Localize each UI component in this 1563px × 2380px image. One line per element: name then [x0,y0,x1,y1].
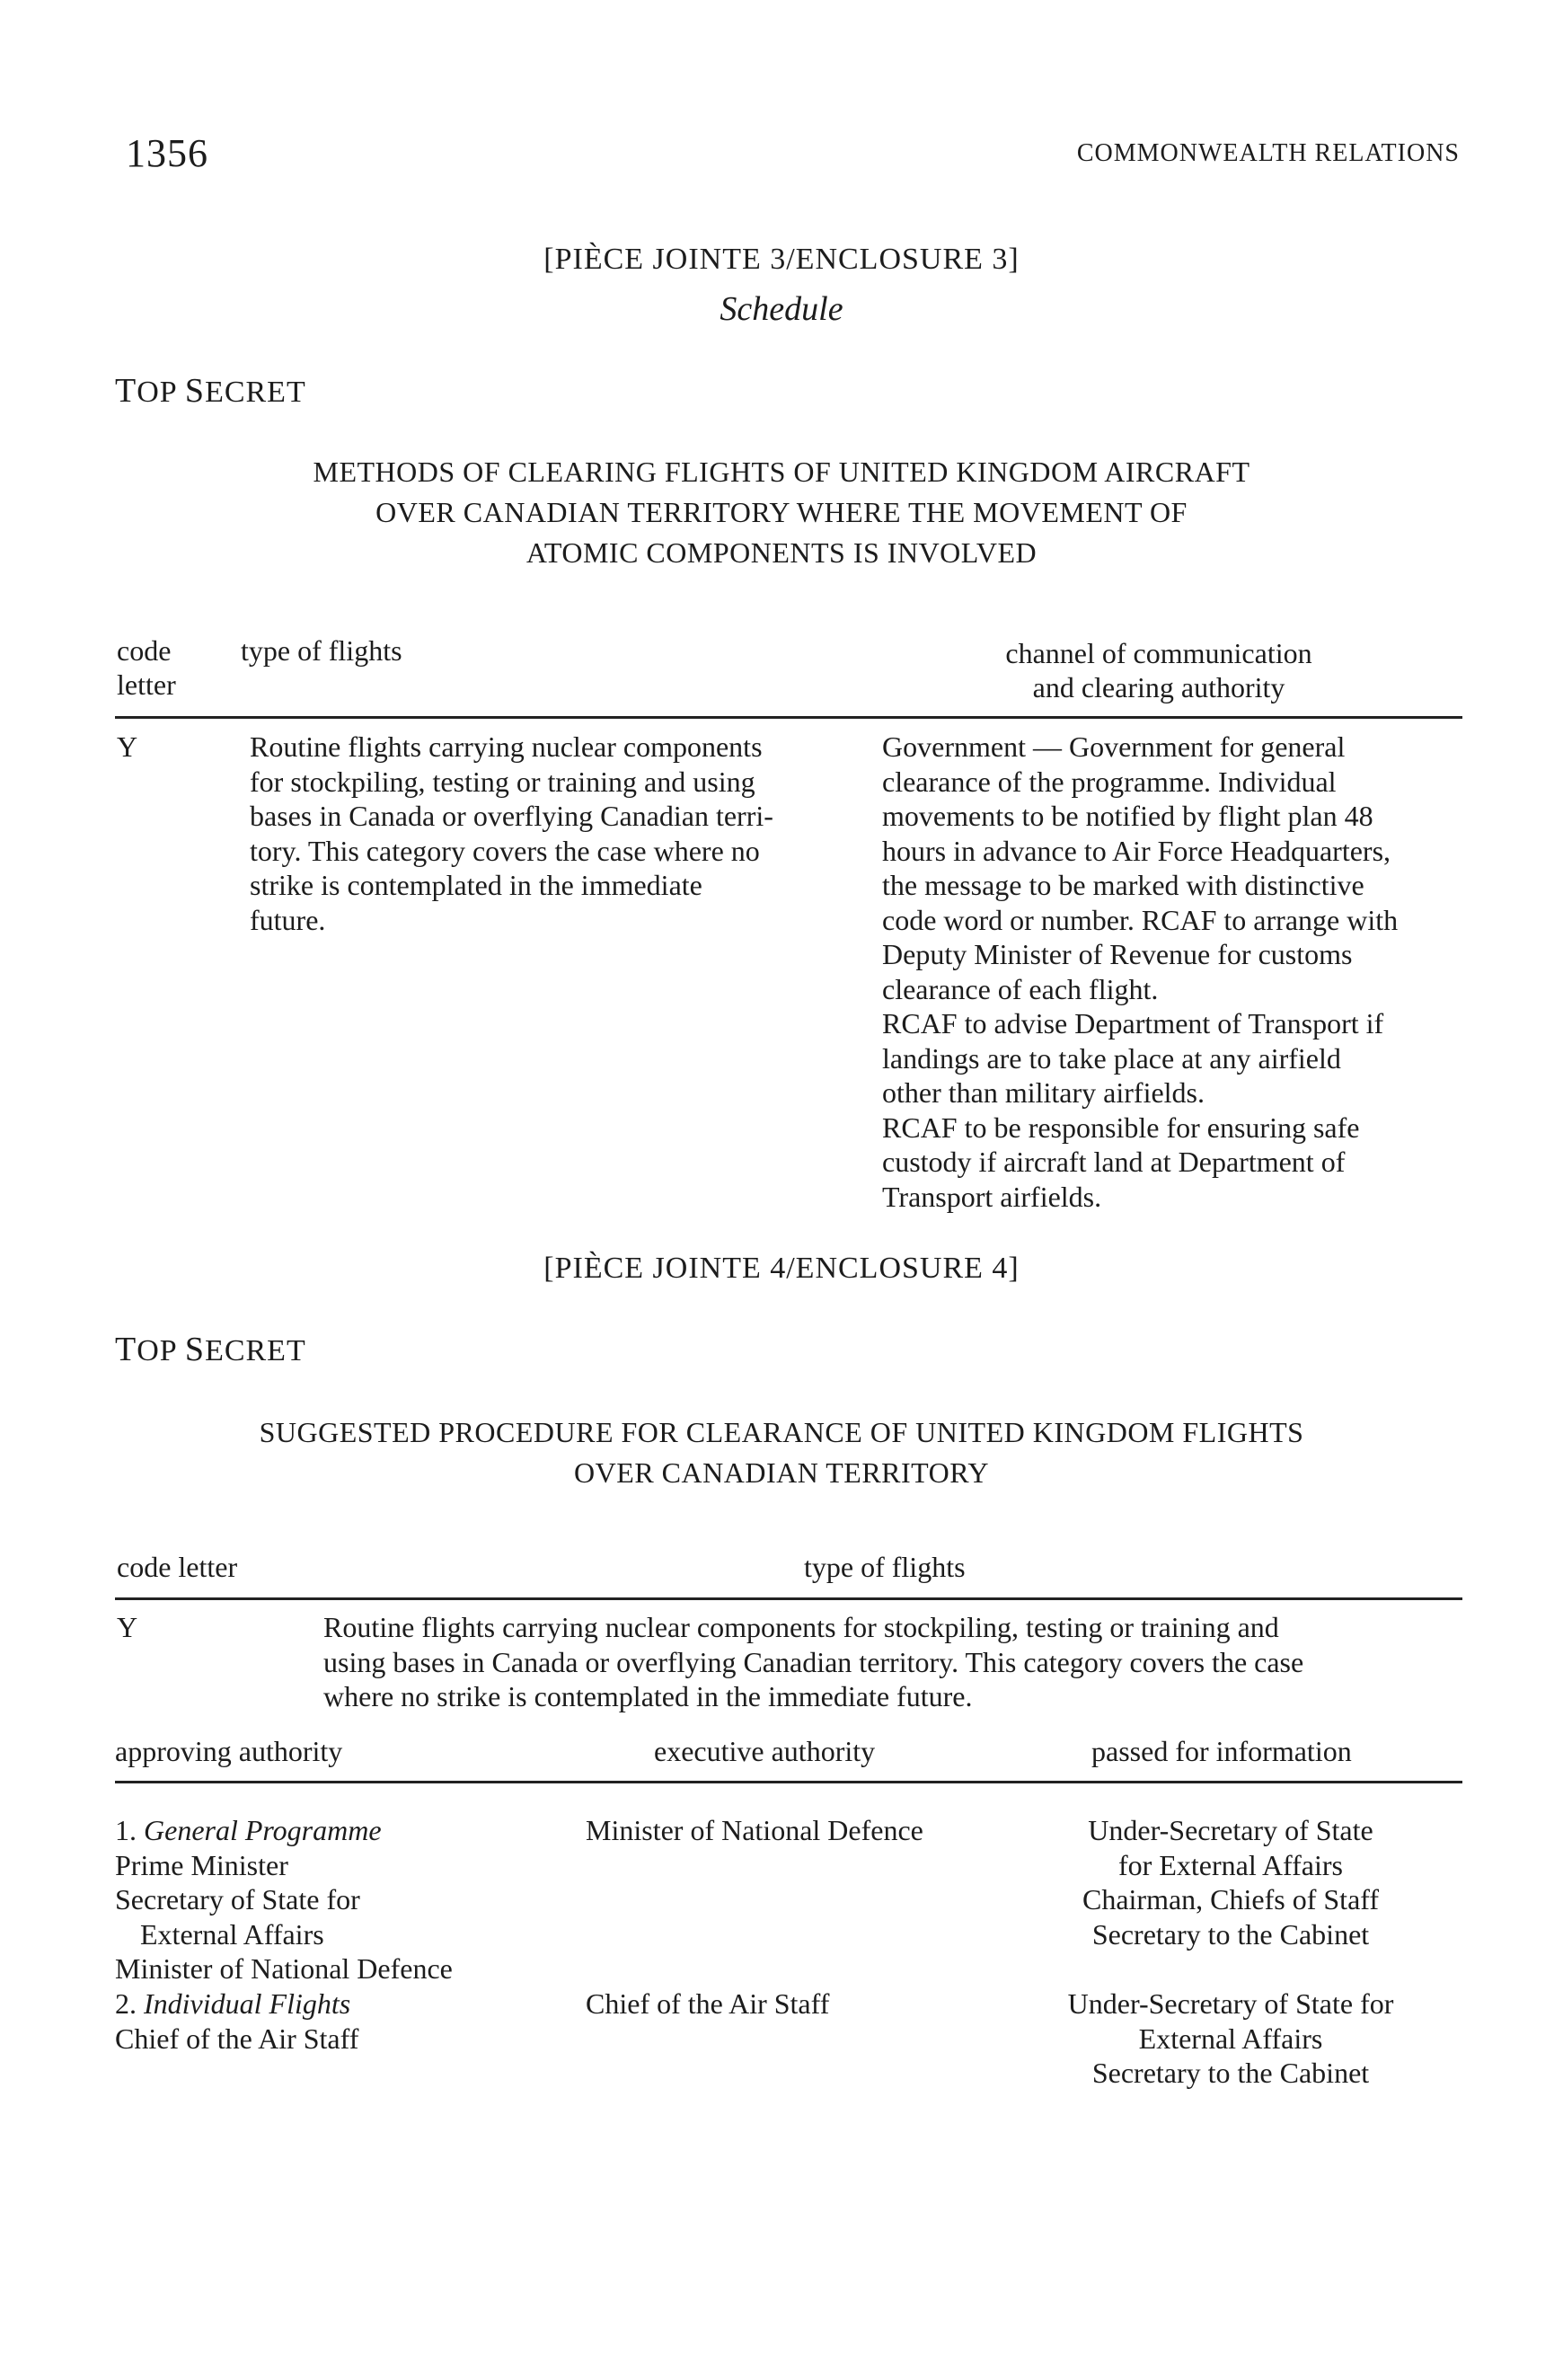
enclosure-4-label: [PIÈCE JOINTE 4/ENCLOSURE 4] [543,1252,1020,1285]
authority-rule [115,1781,1462,1783]
header-code-letter-2: code letter [117,1551,238,1583]
classification-top-secret-1: TOP SECRET [115,372,306,410]
enclosure-3-title [0,452,1563,573]
header-rule [115,716,1462,719]
header-channel-of-communication: channel of communication and clearing authority [1005,637,1312,703]
header-approving-authority: approving authority [115,1735,343,1767]
general-programme-approving: 1. General Programme Prime Minister Secretary of State for External Affairs Minister of National Defence [115,1813,618,1986]
title-line: OVER CANADIAN TERRITORY WHERE THE MOVEMENT OF [375,496,1188,528]
individual-flights-heading: 2. Individual Flights [115,1987,351,2020]
row-code-letter: Y [117,730,138,763]
title-line: METHODS OF CLEARING FLIGHTS OF UNITED KINGDOM AIRCRAFT [313,456,1250,488]
title-line: ATOMIC COMPONENTS IS INVOLVED [525,536,1038,569]
enclosure-3-label: [PIÈCE JOINTE 3/ENCLOSURE 3] [543,243,1020,276]
general-programme-executive: Minister of National Defence [586,1814,923,1846]
row-channel-of-communication: Government — Government for general clearance of the programme. Individual movements to be notified by flight plan 48 hours in advance to Air Force Headquarters, the message to be marked with distinctive code word or number. RCAF to arrange with Deputy Minister of Revenue for customs clearance of each flight. RCAF to advise Department of Transport if landings are to take place at any airfield other than military airfields. RCAF to be responsible for ensuring safe custody if aircraft land at Department of Transport airfields. [882,730,1399,1213]
header-passed-for-information: passed for information [1091,1735,1352,1767]
row-type-of-flights-2: Routine flights carrying nuclear components for stockpiling, testing or training and using bases in Canada or overflying Canadian territory. This category covers the case where no strike is contemplated in the immediate future. [323,1611,1304,1712]
header-executive-authority: executive authority [654,1735,876,1767]
individual-flights-executive: Chief of the Air Staff [586,1987,830,2020]
header-code-letter: code letter [117,634,176,701]
header-type-of-flights-2: type of flights [804,1551,966,1583]
running-title: COMMONWEALTH RELATIONS [1076,139,1460,167]
title-line: SUGGESTED PROCEDURE FOR CLEARANCE OF UNITED KINGDOM FLIGHTS [259,1416,1304,1448]
header-rule-2 [115,1597,1462,1600]
page-number: 1356 [126,131,208,175]
header-type-of-flights: type of flights [241,634,402,667]
classification-top-secret-2: TOP SECRET [115,1331,306,1368]
individual-flights-information: Under-Secretary of State for External Affairs Secretary to the Cabinet [1067,1987,1394,2089]
schedule-subtitle: Schedule [720,290,843,328]
enclosure-4-title [0,1412,1563,1493]
individual-flights-approving: 2. Individual Flights Chief of the Air Staff [115,1986,618,2056]
row-type-of-flights: Routine flights carrying nuclear components for stockpiling, testing or training and using bases in Canada or overflying Canadian terri- tory. This category covers the case where no strike is contemplated in the immediate future. [250,730,773,936]
general-programme-heading: 1. General Programme [115,1814,382,1846]
title-line: OVER CANADIAN TERRITORY [574,1456,989,1489]
row-code-letter-2: Y [117,1611,138,1643]
general-programme-information: Under-Secretary of State for External Affairs Chairman, Chiefs of Staff Secretary to the Cabinet [1082,1814,1379,1951]
